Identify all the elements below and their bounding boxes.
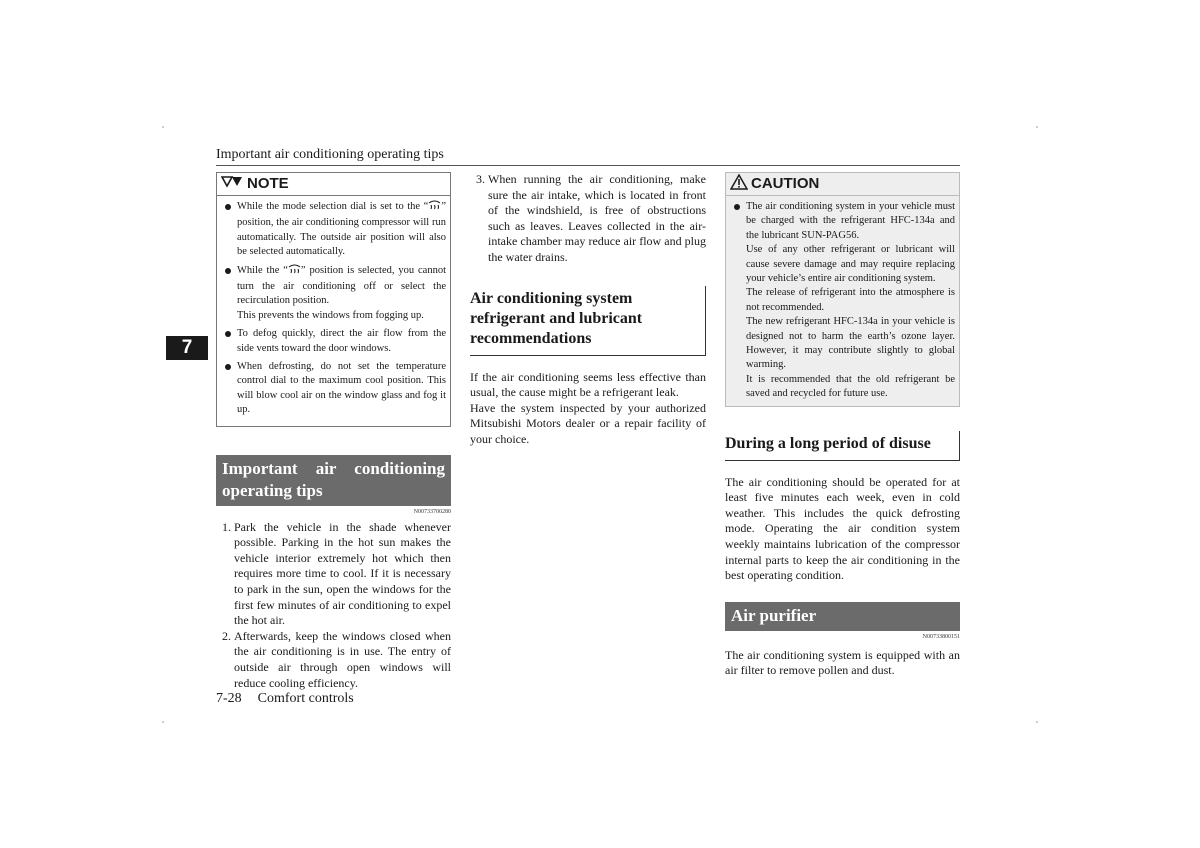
note-icon (221, 175, 243, 193)
section-code: N00733800151 (922, 633, 960, 640)
note-box (216, 172, 451, 427)
chapter-tab: 7 (166, 336, 208, 360)
tips-step (216, 520, 451, 629)
note-item-subtext: This prevents the windows from fogging up. (237, 309, 424, 321)
section-heading-purifier: Air purifier (725, 602, 960, 631)
page-number: 7-28 (216, 691, 242, 706)
tips-list (216, 520, 451, 692)
page-header-title: Important air conditioning operating tips (216, 147, 444, 162)
section-heading-tips: Important air conditioning operating tips (216, 455, 451, 506)
note-item-text: When defrosting, do not set the temperature control dial to the maximum cool position. This will blow cool air on the window glass and fog it up. (237, 361, 446, 416)
caution-item (730, 200, 955, 402)
header-rule (216, 165, 960, 166)
step-text: Park the vehicle in the shade whenever possible. Parking in the hot sun makes the vehicle interior extremely hot which then requires more time to cool. If it is necessary to park in the sun, open the windows for the first few minutes of air conditioning to expel the hot air. (234, 519, 451, 628)
step-number: 2. (222, 628, 231, 643)
note-item-text: While the mode selection dial is set to the “ (237, 201, 429, 212)
note-item (221, 327, 446, 356)
column-middle (470, 172, 706, 448)
crop-mark (162, 126, 164, 128)
refrigerant-para: If the air conditioning seems less effective than usual, the cause might be a refrigerant leak. (470, 369, 706, 400)
note-list (217, 196, 450, 418)
caution-list (726, 196, 959, 402)
defrost-icon (288, 264, 301, 280)
caution-label: CAUTION (751, 175, 820, 193)
tips-step (470, 172, 706, 266)
note-item-text: ” position is selected, you cannot turn the air conditioning off or select the recirculation position. (237, 264, 446, 307)
column-left (216, 172, 451, 691)
note-item-text: To defog quickly, direct the air flow from the side vents toward the door windows. (237, 328, 446, 354)
caution-text: Use of any other refrigerant or lubricant will cause severe damage and may require replacing your vehicle’s entire air conditioning system. (746, 244, 955, 285)
caution-text: The air conditioning system in your vehicle must be charged with the refrigerant HFC-134a and the lubricant SUN-PAG56. (746, 201, 955, 241)
step-number: 3. (476, 172, 485, 186)
section-code: N00733700280 (413, 508, 451, 515)
page-footer (216, 691, 370, 707)
step-text: When running the air conditioning, make sure the air intake, which is located in front of the windshield, is free of obstructions such as leaves. Leaves collected in the air-intake chamber may reduce air flow and plug the water drains. (488, 172, 706, 264)
section-heading-disuse: During a long period of disuse (725, 431, 960, 461)
note-item (221, 200, 446, 260)
refrigerant-para: Have the system inspected by your authorized Mitsubishi Motors dealer or a repair facility of your choice. (470, 400, 706, 446)
caution-text: It is recommended that the old refrigerant be saved and recycled for future use. (746, 373, 955, 400)
footer-section: Comfort controls (257, 691, 354, 706)
note-label: NOTE (247, 175, 289, 193)
step-text: Afterwards, keep the windows closed when the air conditioning is in use. The entry of outside air through open windows will reduce cooling efficiency. (234, 628, 451, 690)
purifier-text: The air conditioning system is equipped with an air filter to remove pollen and dust. (725, 647, 960, 678)
crop-mark (162, 721, 164, 723)
crop-mark (1036, 721, 1038, 723)
tips-step (216, 629, 451, 691)
note-header (217, 173, 450, 196)
disuse-text: The air conditioning should be operated for at least five minutes each week, even in cold weather. This includes the quick defrosting mode. Operating the air condition system weekly maintains lubrication of the compressor internal parts to keep the air conditioning in the best operating condition. (725, 474, 960, 583)
column-right (725, 172, 960, 679)
note-item (221, 264, 446, 324)
note-item (221, 360, 446, 418)
caution-text: The release of refrigerant into the atmosphere is not recommended. (746, 287, 955, 313)
caution-text: The new refrigerant HFC-134a in your vehicle is designed not to harm the earth’s ozone layer. However, it may contribute slightly to global warming. (746, 316, 955, 371)
step-number: 1. (222, 519, 231, 534)
defrost-icon (428, 200, 441, 216)
crop-mark (1036, 126, 1038, 128)
section-heading-refrigerant: Air conditioning system refrigerant and lubricant recommendations (470, 286, 706, 356)
warning-triangle-icon (730, 174, 748, 194)
caution-box (725, 172, 960, 407)
note-item-text: ” position, the air conditioning compressor will run automatically. The outside air position will also be selected automatically. (237, 201, 446, 258)
note-item-text: While the “ (237, 264, 288, 276)
tips-list-continued (470, 172, 706, 266)
caution-header (726, 173, 959, 196)
